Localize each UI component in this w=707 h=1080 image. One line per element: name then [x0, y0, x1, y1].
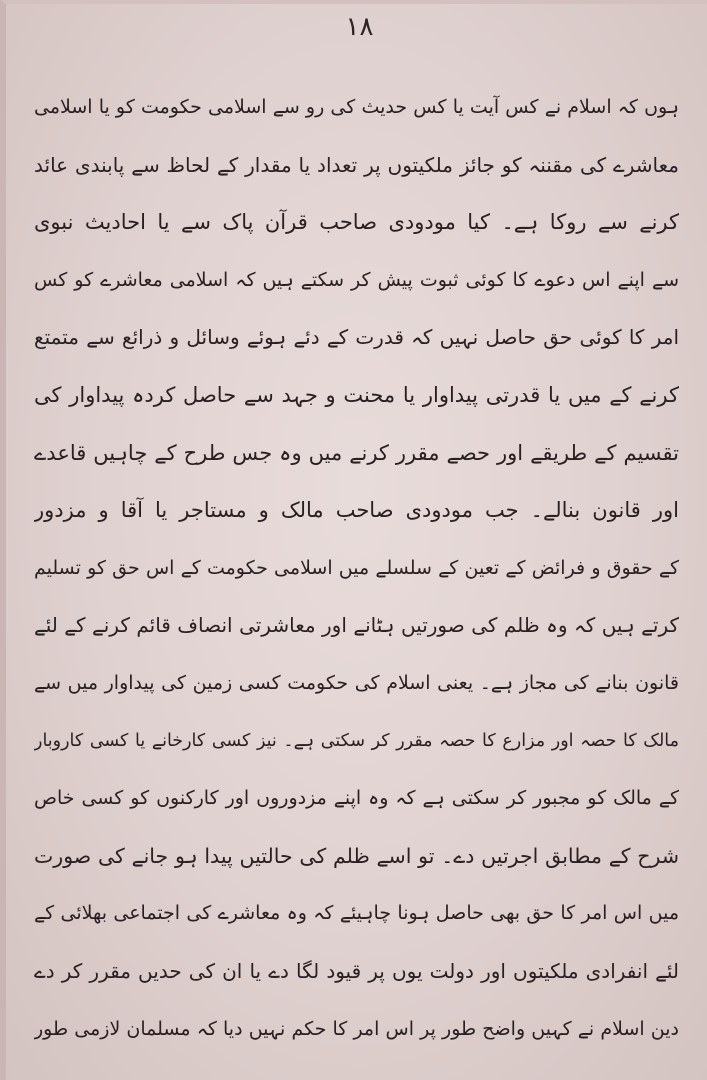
text-line: میں اس امر کا حق بھی حاصل ہونا چاہیئے کہ وہ معاشرے کی اجتماعی بھلائی کے — [34, 902, 679, 925]
text-line: لئے انفرادی ملکیتوں اور دولت یوں پر قیود لگا دے یا ان کی حدیں مقرر کر دے — [34, 958, 679, 983]
text-line: کے مالک کو مجبور کر سکتی ہے کہ وہ اپنے مزدوروں اور کارکنوں کو کسی خاص — [34, 787, 679, 810]
text-line: قانون بنانے کی مجاز ہے۔ یعنی اسلام کی حکومت کسی زمین کی پیداوار میں سے — [34, 671, 679, 694]
text-line: کرنے کے میں یا قدرتی پیداوار یا محنت و جہد سے حاصل کردہ پیداوار کی — [34, 382, 679, 407]
text-line: مالک کا حصہ اور مزارع کا حصہ مقرر کر سکتی ہے۔ نیز کسی کارخانے یا کسی کاروبار — [34, 730, 679, 751]
text-line: دین اسلام نے کہیں واضح طور پر اس امر کا حکم نہیں دیا کہ مسلمان لازمی طور — [34, 1017, 679, 1040]
text-line: امر کا کوئی حق حاصل نہیں کہ قدرت کے دئے ہوئے وسائل و ذرائع سے متمتع — [34, 325, 679, 350]
text-line: شرح کے مطابق اجرتیں دے۔ تو اسے ظلم کی حالتیں پیدا ہو جانے کی صورت — [34, 843, 679, 868]
text-line: سے اپنے اس دعوے کا کوئی ثبوت پیش کر سکتے ہیں کہ اسلامی معاشرے کو کس — [34, 268, 679, 291]
page-body-text — [34, 79, 679, 1058]
text-line: معاشرے کی مقننہ کو جائز ملکیتوں پر تعداد یا مقدار کے لحاظ سے پابندی عائد — [34, 152, 679, 177]
text-line: ہوں کہ اسلام نے کس آیت یا کس حدیث کی رو سے اسلامی حکومت کو یا اسلامی — [34, 96, 679, 118]
page-number: ۱۸ — [345, 12, 374, 42]
text-line: کرنے سے روکا ہے۔ کیا مودودی صاحب قرآن پاک سے یا احادیث نبوی — [34, 210, 679, 235]
text-line: کے حقوق و فرائض کے تعین کے سلسلے میں اسلامی حکومت کے اس حق کو تسلیم — [34, 556, 679, 579]
text-line: تقسیم کے طریقے اور حصے مقرر کرنے میں وہ جس طرح کے چاہیں قاعدے — [34, 440, 679, 465]
text-line: اور قانون بنالے۔ جب مودودی صاحب مالک و مستاجر یا آقا و مزدور — [34, 498, 679, 523]
text-line: کرتے ہیں کہ وہ ظلم کی صورتیں ہٹانے اور معاشرتی انصاف قائم کرنے کے لئے — [34, 613, 679, 638]
